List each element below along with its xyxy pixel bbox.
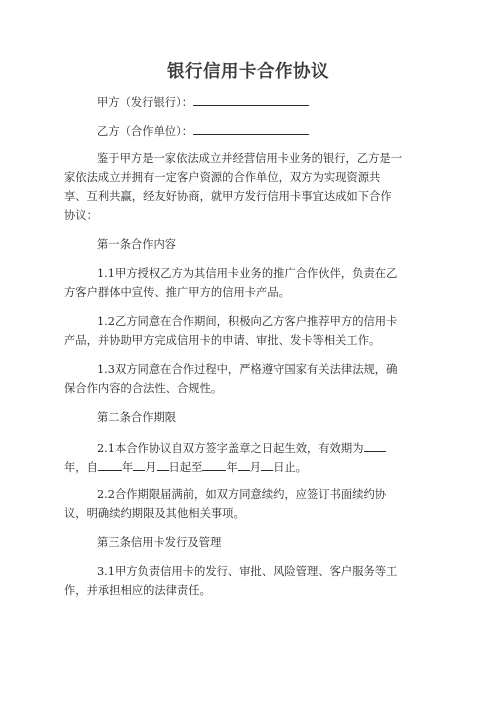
article-3-heading: 第三条信用卡发行及管理 <box>97 536 222 549</box>
party-a-blank <box>193 94 309 106</box>
end-year-blank <box>202 459 226 471</box>
clause-2-1-line-2 <box>64 459 307 475</box>
end-month-blank <box>238 459 250 471</box>
clause-1-1-line-1: 1.1甲方授权乙方为其信用卡业务的推广合作伙伴，负责在乙 <box>97 267 398 280</box>
preamble-line-1: 鉴于甲方是一家依法成立并经营信用卡业务的银行，乙方是一 <box>97 152 403 165</box>
clause-2-1-line-1 <box>97 440 386 456</box>
preamble-line-2: 家依法成立并拥有一定客户资源的合作单位，双方为实现资源共 <box>64 171 381 184</box>
document-title: 银行信用卡合作协议 <box>167 62 329 82</box>
start-month-unit: 月 <box>145 461 157 474</box>
party-a-line <box>97 94 309 110</box>
preamble-line-3: 享、互利共赢，经友好协商，就甲方发行信用卡事宜达成如下合作 <box>64 190 392 203</box>
party-b-blank <box>193 123 309 135</box>
party-b-label: 乙方（合作单位）： <box>97 125 194 138</box>
clause-1-3-line-1: 1.3双方同意在合作过程中，严格遵守国家有关法律法规，确 <box>97 363 398 376</box>
article-2-heading: 第二条合作期限 <box>97 411 177 424</box>
start-year-unit: 年 <box>121 461 134 474</box>
party-a-label: 甲方（发行银行）： <box>97 96 194 109</box>
end-day-blank <box>261 459 273 471</box>
clause-2-2-line-2: 议，明确续约期限及其他相关事项。 <box>64 507 245 520</box>
clause-3-1-line-2: 作，并承担相应的法律责任。 <box>64 584 211 597</box>
clause-1-1-line-2: 方客户群体中宣传、推广甲方的信用卡产品。 <box>64 286 290 299</box>
end-day-unit: 日止。 <box>273 461 307 474</box>
party-b-line <box>97 123 309 139</box>
start-day-unit: 日起至 <box>168 461 203 474</box>
preamble-line-4: 协议： <box>64 209 98 222</box>
clause-3-1-line-1: 3.1甲方负责信用卡的发行、审批、风险管理、客户服务等工 <box>97 565 398 578</box>
clause-1-3-line-2: 保合作内容的合法性、合规性。 <box>64 382 223 395</box>
clause-1-2-line-1: 1.2乙方同意在合作期间，积极向乙方客户推荐甲方的信用卡 <box>97 315 398 328</box>
start-day-blank <box>157 459 169 471</box>
clause-2-2-line-1: 2.2合作期限届满前，如双方同意续约，应签订书面续约协 <box>97 488 387 501</box>
article-1-heading: 第一条合作内容 <box>97 238 177 251</box>
end-year-unit: 年 <box>226 461 238 474</box>
validity-years-blank <box>364 440 386 452</box>
start-year-blank <box>98 459 122 471</box>
clause-1-2-line-2: 产品，并协助甲方完成信用卡的申请、审批、发卡等相关工作。 <box>64 334 381 347</box>
start-month-blank <box>133 459 145 471</box>
clause-2-1-year-word: 年，自 <box>64 461 98 474</box>
end-month-unit: 月 <box>249 461 262 474</box>
clause-2-1-text: 2.1本合作协议自双方签字盖章之日起生效，有效期为 <box>97 442 364 455</box>
